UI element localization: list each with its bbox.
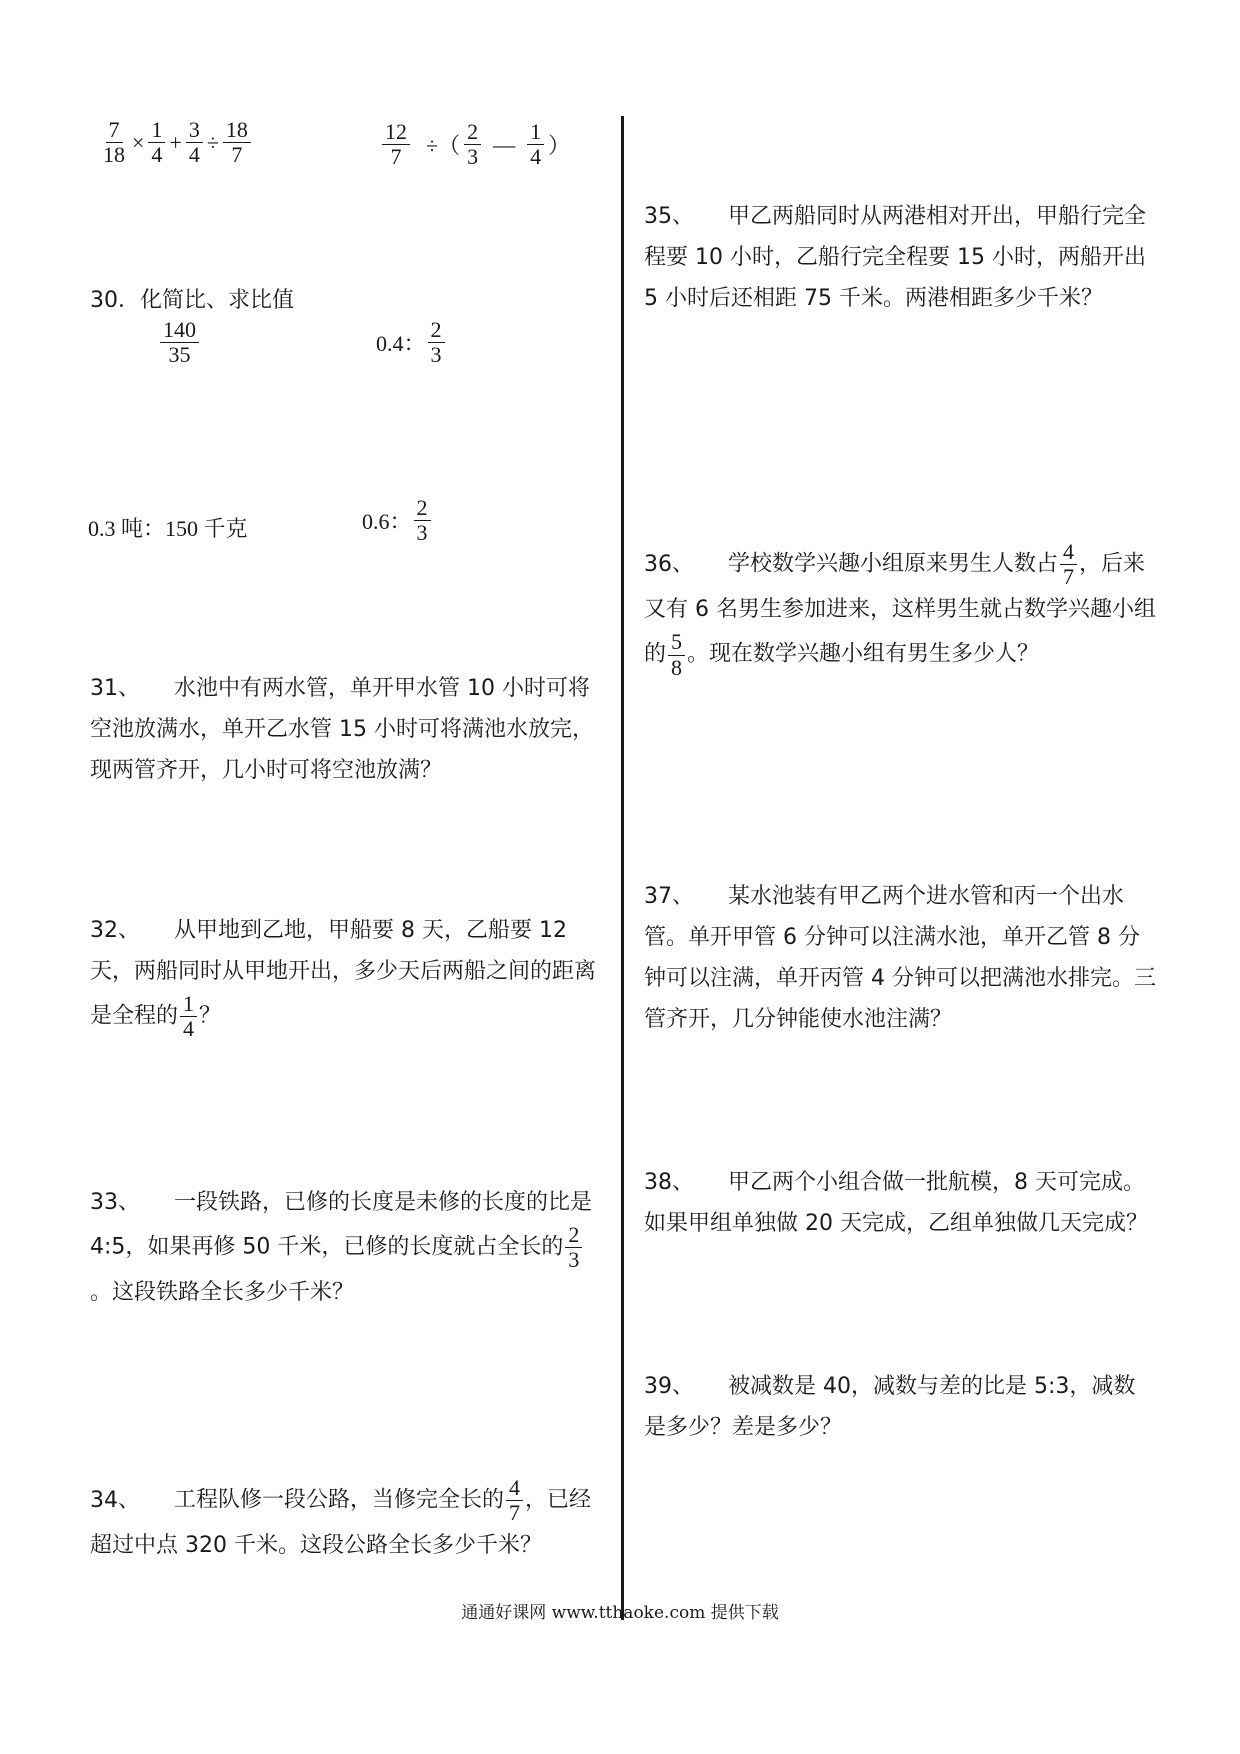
- question-33: 33、 一段铁路，已修的长度是未修的长度的比是 4:5，如果再修 50 千米，已修的长度就占全长的 $\frac{2}{3}$ 。这段铁路全长多少千米？: [90, 1190, 593, 1306]
- question-32: 32、 从甲地到乙地，甲船要 8 天，乙船要 12 天，两船同时从甲地开出，多少天后两船之间的距离是全程的 $\frac{1}{4}$ ？: [90, 918, 597, 1042]
- question-35: 35、 甲乙两船同时从两港相对开出，甲船行完全程要 10 小时，乙船行完全程要 15 小时，两船开出 5 小时后还相距 75 千米。两港相距多少千米？: [644, 204, 1147, 311]
- question-39: 39、 被减数是 40，减数与差的比是 5:3，减数是多少？差是多少？: [644, 1374, 1136, 1440]
- question-38: 38、 甲乙两个小组合做一批航模，8 天可完成。如果甲组单独做 20 天完成，乙组单独做几天完成？: [644, 1170, 1148, 1236]
- ratio-2: 0.4： $\frac{2}{3}$: [376, 318, 447, 367]
- ratio-1: [158, 318, 201, 367]
- fraction: $\frac{12}{7}$: [382, 120, 410, 169]
- question-36: 36、 学校数学兴趣小组原来男生人数占 $\frac{4}{7}$ ，后来又有 6 名男生参加进来，这样男生就占数学兴趣小组的 $\frac{5}{8}$ 。现在数学兴趣小组有男生多少人？: [644, 539, 1156, 680]
- fraction: $\frac{1}{4}$: [148, 118, 165, 167]
- ratio-3: 0.3 吨：150 千克: [88, 516, 248, 541]
- question-30-title: 30．化简比、求比值: [90, 288, 294, 313]
- footer-watermark: 通通好课网 www.tthaoke.com 提供下载: [461, 1603, 779, 1623]
- fraction: $\frac{3}{4}$: [186, 118, 203, 167]
- fraction: $\frac{4}{7}$: [1060, 540, 1077, 589]
- question-31: 31、 水池中有两水管，单开甲水管 10 小时可将空池放满水，单开乙水管 15 小时可将满池水放完，现两管齐开，几小时可将空池放满？: [90, 676, 594, 783]
- fraction: $\frac{18}{7}$: [223, 118, 251, 167]
- expression-1: $\frac{7}{18}$ × $\frac{1}{4}$ + $\frac{3}{4}$ ÷ $\frac{18}{7}$: [98, 118, 253, 167]
- fraction: $\frac{2}{3}$: [565, 1223, 582, 1272]
- column-divider: [621, 116, 624, 1620]
- expression-2: $\frac{12}{7}$ ÷（ $\frac{2}{3}$ — $\frac{1}{4}$ ）: [380, 120, 572, 169]
- fraction: $\frac{2}{3}$: [464, 120, 481, 169]
- question-34: 34、 工程队修一段公路，当修完全长的 $\frac{4}{7}$ ，已经超过中点 320 千米。这段公路全长多少千米？: [90, 1475, 592, 1559]
- ratio-4: 0.6： $\frac{2}{3}$: [362, 496, 433, 545]
- fraction: $\frac{1}{4}$: [180, 992, 197, 1041]
- fraction: $\frac{4}{7}$: [506, 1476, 523, 1525]
- question-37: 37、 某水池装有甲乙两个进水管和丙一个出水管。单开甲管 6 分钟可以注满水池，单开乙管 8 分钟可以注满，单开丙管 4 分钟可以把满池水排完。三管齐开，几分钟能使水池注满？: [644, 884, 1156, 1032]
- fraction: $\frac{2}{3}$: [428, 318, 445, 367]
- fraction: $\frac{1}{4}$: [527, 120, 544, 169]
- fraction: $\frac{2}{3}$: [414, 496, 431, 545]
- fraction: $\frac{140}{35}$: [160, 318, 199, 367]
- fraction: $\frac{7}{18}$: [103, 117, 125, 168]
- fraction: $\frac{5}{8}$: [668, 630, 685, 679]
